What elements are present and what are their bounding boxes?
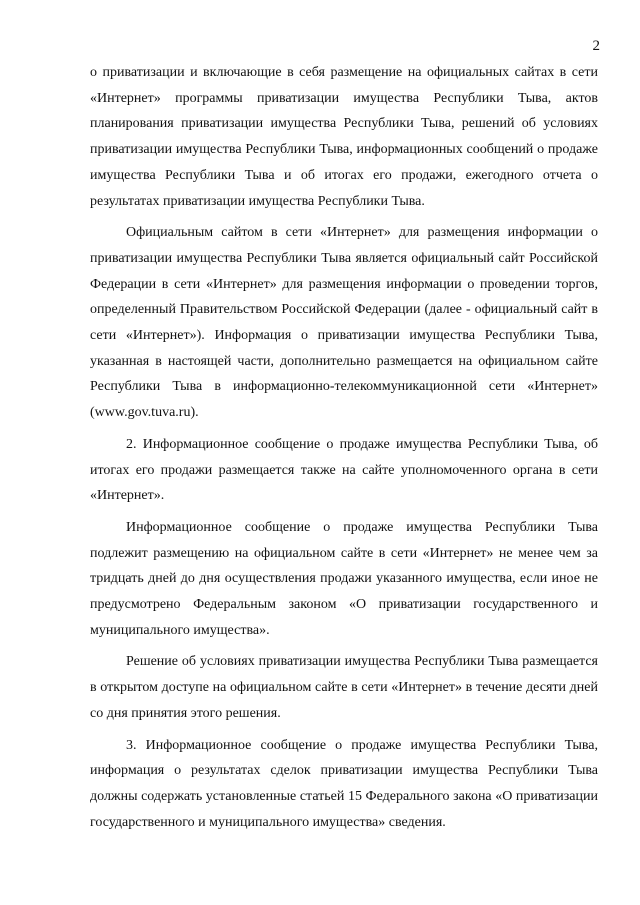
paragraph-official-site: Официальным сайтом в сети «Интернет» для размещения информации о приватизации имущества Республики Тыва является официальный сайт Российской Федерации в сети «Интернет» для размещения информации о проведении торгов, определенный Правительством Российской Федерации (далее - официальный сайт в сети «Интернет»). Информация о приватизации имущества Республики Тыва, указанная в настоящей части, дополнительно размещается на официальном сайте Республики Тыва в информационно-телекоммуникационной сети «Интернет» (www.gov.tuva.ru).	[90, 225, 598, 421]
paragraph-decision-publication: Решение об условиях приватизации имущества Республики Тыва размещается в открытом доступе на официальном сайте в сети «Интернет» в течение десяти дней со дня принятия этого решения.	[90, 654, 598, 721]
document-body	[90, 60, 598, 841]
paragraph-publication-deadline: Информационное сообщение о продаже имущества Республики Тыва подлежит размещению на официальном сайте в сети «Интернет» не менее чем за тридцать дней до дня осуществления продажи указанного имущества, если иное не предусмотрено Федеральным законом «О приватизации государственного и муниципального имущества».	[90, 519, 598, 638]
paragraph-continuation: о приватизации и включающие в себя размещение на официальных сайтах в сети «Интернет» программы приватизации имущества Республики Тыва, актов планирования приватизации имущества Республики Тыва, решений об условиях приватизации имущества Республики Тыва, информационных сообщений о продаже имущества Республики Тыва и об итогах его продажи, ежегодного отчета о результатах приватизации имущества Республики Тыва.	[90, 65, 598, 209]
page-number: 2	[592, 38, 600, 54]
paragraph-item-3: 3. Информационное сообщение о продаже имущества Республики Тыва, информация о результатах сделок приватизации имущества Республики Тыва должны содержать установленные статьей 15 Федерального закона «О приватизации государственного и муниципального имущества» сведения.	[90, 737, 598, 830]
paragraph-item-2: 2. Информационное сообщение о продаже имущества Республики Тыва, об итогах его продажи размещается также на сайте уполномоченного органа в сети «Интернет».	[90, 436, 598, 504]
